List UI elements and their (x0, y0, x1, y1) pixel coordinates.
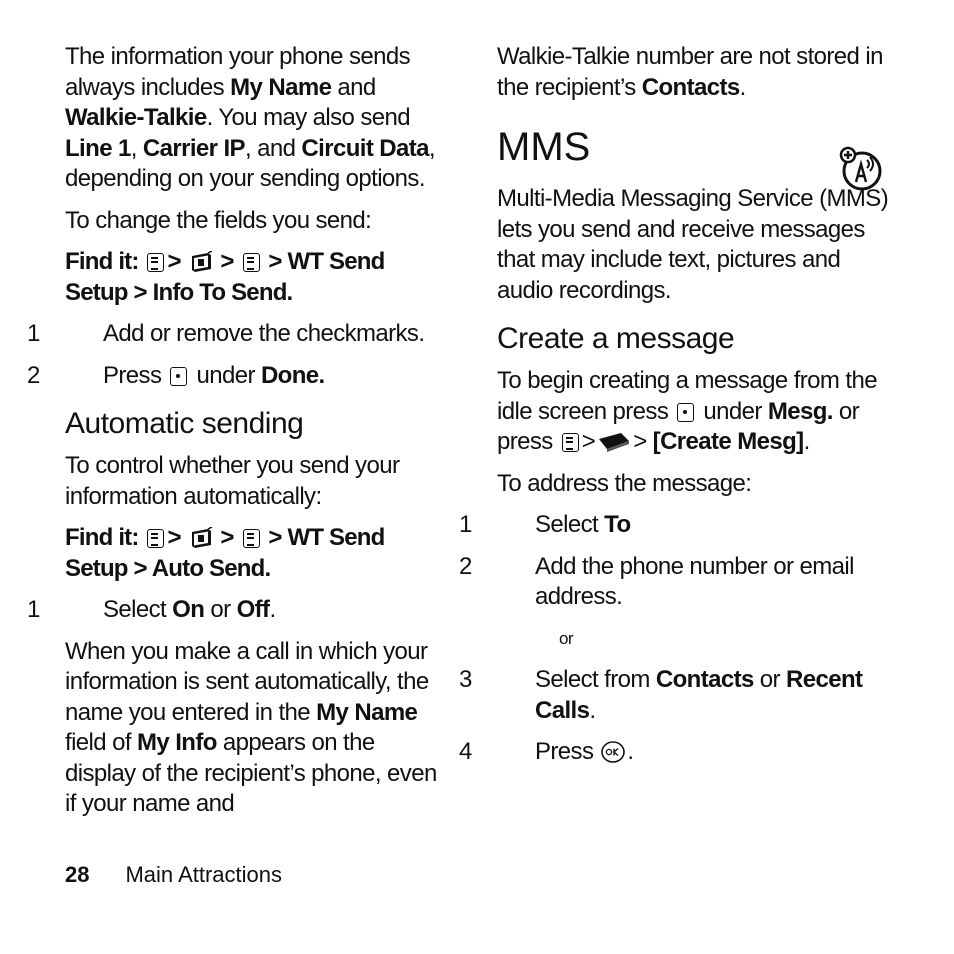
menu-key-icon (243, 529, 260, 548)
page-number: 28 (65, 862, 90, 887)
soft-key-icon (170, 367, 187, 386)
heading-automatic-sending: Automatic sending (65, 407, 304, 440)
network-feature-icon (838, 146, 884, 192)
menu-key-icon (562, 433, 579, 452)
menu-key-icon (147, 253, 164, 272)
soft-key-icon (677, 403, 694, 422)
step-add-number: 2 Add the phone number or email address. (459, 552, 854, 610)
control-paragraph: To control whether you send your information automatically: (65, 452, 400, 510)
heading-mms: MMS (497, 125, 591, 169)
address-paragraph: To address the message: (497, 469, 752, 497)
walkie-talkie-app-icon (189, 251, 213, 273)
find-it-info-to-send: Find it: > > > WT Send Setup > Info To Send. (65, 248, 385, 306)
page-footer (65, 862, 282, 888)
change-fields-paragraph: To change the fields you send: (65, 206, 372, 234)
menu-key-icon (243, 253, 260, 272)
step-select-on-off: 1 Select On or Off. (27, 596, 276, 623)
section-title: Main Attractions (125, 862, 282, 887)
continuation-paragraph: Walkie-Talkie number are not stored in the recipient’s Contacts. (497, 43, 883, 101)
mms-description: Multi-Media Messaging Service (MMS) lets you send and receive messages that may include text, pictures and audio recordings. (497, 185, 889, 304)
intro-paragraph: The information your phone sends always includes My Name and Walkie-Talkie. You may also send Line 1, Carrier IP, and Circuit Data, depending on your sending options. (65, 43, 435, 192)
step-press-done: 2 Press under Done. (27, 361, 325, 389)
or-separator: or (559, 628, 573, 648)
right-column (459, 42, 889, 768)
step-press-ok: 4 Press . (459, 738, 634, 765)
find-it-auto-send: Find it: > > > WT Send Setup > Auto Send. (65, 524, 385, 582)
step-add-remove: 1 Add or remove the checkmarks. (27, 320, 425, 347)
heading-create-message: Create a message (497, 322, 735, 355)
left-column (27, 42, 450, 820)
call-info-paragraph: When you make a call in which your information is sent automatically, the name you entered in the My Name field of My Info appears on the display of the recipient’s phone, even if your name and (65, 637, 437, 817)
ok-key-icon (600, 740, 626, 764)
walkie-talkie-app-icon (189, 527, 213, 549)
step-select-contacts: 3 Select from Contacts or Recent Calls. (459, 666, 863, 724)
begin-creating-paragraph: To begin creating a message from the idle screen press under Mesg. or press > > [Create Mesg]. (497, 367, 877, 455)
messages-app-icon (597, 431, 631, 453)
menu-key-icon (147, 529, 164, 548)
step-select-to: 1 Select To (459, 511, 631, 538)
